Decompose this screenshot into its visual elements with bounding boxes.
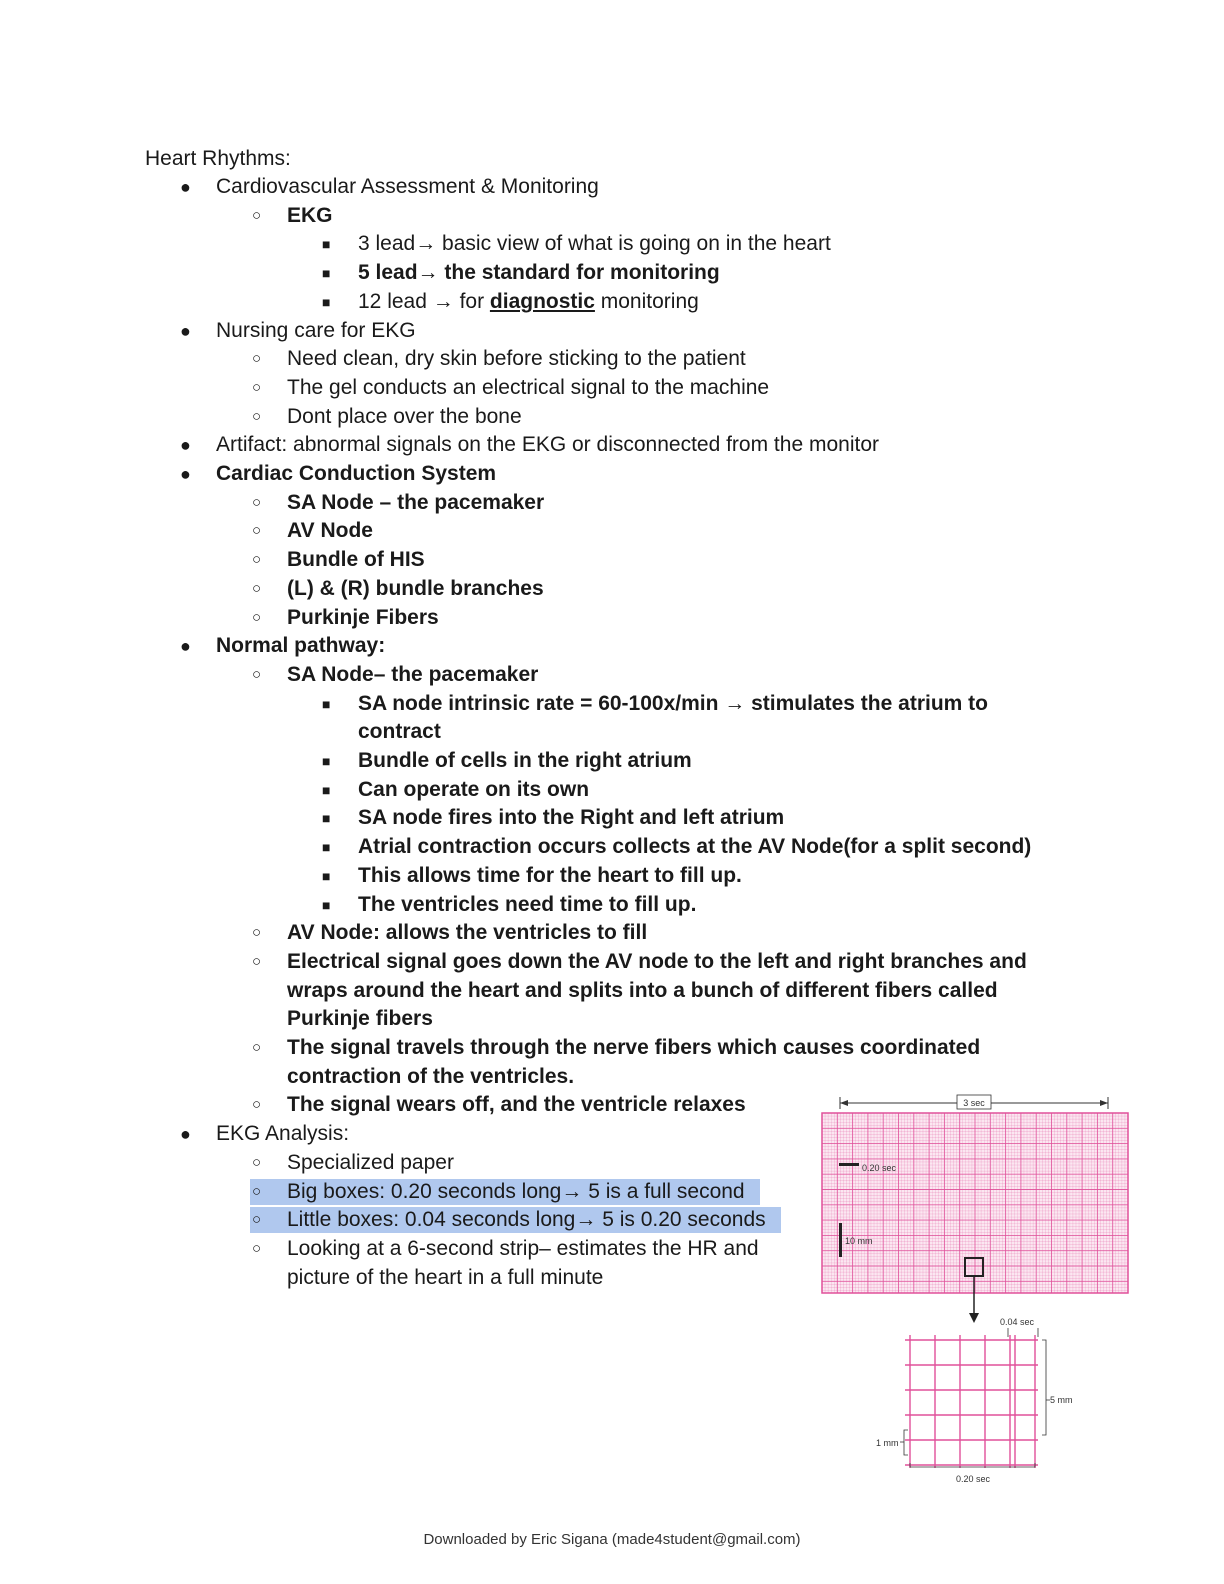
bullet-marker: ○ <box>252 1096 262 1113</box>
outline-line: Electrical signal goes down the AV node to the left and right branches and <box>287 950 1027 973</box>
outline-line: AV Node: allows the ventricles to fill <box>287 921 648 944</box>
outline-line: Purkinje Fibers <box>287 606 439 629</box>
outline-line: Cardiovascular Assessment & Monitoring <box>216 175 599 198</box>
outline-line: EKG Analysis: <box>216 1122 350 1145</box>
bullet-marker: ■ <box>322 236 331 252</box>
outline-line: Bundle of HIS <box>287 548 425 571</box>
outline-line: Nursing care for EKG <box>216 319 416 342</box>
outline-line: 3 lead→ basic view of what is going on in the heart <box>358 232 831 255</box>
outline-line: Normal pathway: <box>216 634 386 657</box>
outline-line: Big boxes: 0.20 seconds long→ 5 is a full second <box>287 1180 745 1203</box>
outline-line: SA node intrinsic rate = 60-100x/min → stimulates the atrium to <box>358 692 988 715</box>
bullet-marker: ○ <box>252 207 262 224</box>
bullet-marker: ○ <box>252 522 262 539</box>
ekg-paper-figure <box>810 1085 1140 1490</box>
label-5-mm: 5 mm <box>1050 1395 1073 1405</box>
bullet-marker: ■ <box>322 696 331 712</box>
bullet-marker: ○ <box>252 1211 262 1228</box>
bullet-marker: ○ <box>252 551 262 568</box>
bullet-marker: ○ <box>252 350 262 367</box>
outline-line: wraps around the heart and splits into a bunch of different fibers called <box>287 979 998 1002</box>
download-footer: Downloaded by Eric Sigana (made4student@gmail.com) <box>423 1531 801 1548</box>
bullet-marker: ■ <box>322 897 331 913</box>
bullet-marker: ○ <box>252 580 262 597</box>
outline-line: AV Node <box>287 519 373 542</box>
ekg-large-grid <box>822 1113 1128 1293</box>
label-0-20-sec: 0.20 sec <box>862 1163 897 1173</box>
outline-line: (L) & (R) bundle branches <box>287 577 544 600</box>
bullet-marker: ● <box>180 321 191 341</box>
outline-line: The signal wears off, and the ventricle relaxes <box>287 1093 746 1116</box>
bullet-marker: ○ <box>252 953 262 970</box>
label-3-sec: 3 sec <box>963 1098 985 1108</box>
bullet-marker: ● <box>180 177 191 197</box>
label-10-mm: 10 mm <box>845 1236 873 1246</box>
bullet-marker: ■ <box>322 753 331 769</box>
bullet-marker: ■ <box>322 868 331 884</box>
bullet-marker: ● <box>180 636 191 656</box>
bullet-marker: ○ <box>252 609 262 626</box>
outline-line: 5 lead→ the standard for monitoring <box>358 261 720 284</box>
bullet-marker: ● <box>180 435 191 455</box>
outline-line: contract <box>358 720 441 743</box>
outline-line: SA Node – the pacemaker <box>287 491 545 514</box>
outline-line: Specialized paper <box>287 1151 454 1174</box>
bullet-marker: ■ <box>322 782 331 798</box>
outline-line: picture of the heart in a full minute <box>287 1266 604 1289</box>
bullet-marker: ● <box>180 1124 191 1144</box>
outline-line: contraction of the ventricles. <box>287 1065 575 1088</box>
text-span: 12 lead → for <box>358 290 490 313</box>
bullet-marker: ○ <box>252 408 262 425</box>
bullet-marker: ■ <box>322 839 331 855</box>
bullet-marker: ■ <box>322 294 331 310</box>
outline-line: Artifact: abnormal signals on the EKG or disconnected from the monitor <box>216 433 879 456</box>
outline-line: SA node fires into the Right and left atrium <box>358 806 785 829</box>
bullet-marker: ○ <box>252 1240 262 1257</box>
bullet-marker: ○ <box>252 379 262 396</box>
bullet-marker: ○ <box>252 1183 262 1200</box>
bullet-marker: ■ <box>322 810 331 826</box>
outline-line: Purkinje fibers <box>287 1007 433 1030</box>
bullet-marker: ○ <box>252 494 262 511</box>
bullet-marker: ○ <box>252 924 262 941</box>
label-1-mm: 1 mm <box>876 1438 899 1448</box>
outline-line: Little boxes: 0.04 seconds long→ 5 is 0.20 seconds <box>287 1208 766 1231</box>
outline-line: The signal travels through the nerve fibers which causes coordinated <box>287 1036 981 1059</box>
label-0-20-sec-bottom: 0.20 sec <box>956 1474 991 1484</box>
outline-line: The ventricles need time to fill up. <box>358 893 697 916</box>
outline-line: The gel conducts an electrical signal to the machine <box>287 376 770 399</box>
label-0-04-sec: 0.04 sec <box>1000 1317 1035 1327</box>
outline-line: This allows time for the heart to fill up. <box>358 864 742 887</box>
outline-line: Dont place over the bone <box>287 405 522 428</box>
bullet-marker: ● <box>180 464 191 484</box>
outline-line: Bundle of cells in the right atrium <box>358 749 692 772</box>
outline-line: Cardiac Conduction System <box>216 462 497 485</box>
outline-line: Atrial contraction occurs collects at the AV Node(for a split second) <box>358 835 1032 858</box>
bullet-marker: ○ <box>252 1154 262 1171</box>
outline-line: Looking at a 6-second strip– estimates the HR and <box>287 1237 759 1260</box>
page-heading: Heart Rhythms: <box>145 147 291 170</box>
outline-line: SA Node– the pacemaker <box>287 663 539 686</box>
bullet-marker: ■ <box>322 265 331 281</box>
bullet-marker: ○ <box>252 666 262 683</box>
outline-line: EKG <box>287 204 333 227</box>
outline-line: Can operate on its own <box>358 778 590 801</box>
bullet-marker: ○ <box>252 1039 262 1056</box>
outline-line: Need clean, dry skin before sticking to the patient <box>287 347 746 370</box>
ekg-small-grid <box>905 1335 1038 1468</box>
outline-line <box>358 288 699 316</box>
underlined-term: diagnostic <box>489 290 595 313</box>
text-span: monitoring <box>594 290 699 313</box>
